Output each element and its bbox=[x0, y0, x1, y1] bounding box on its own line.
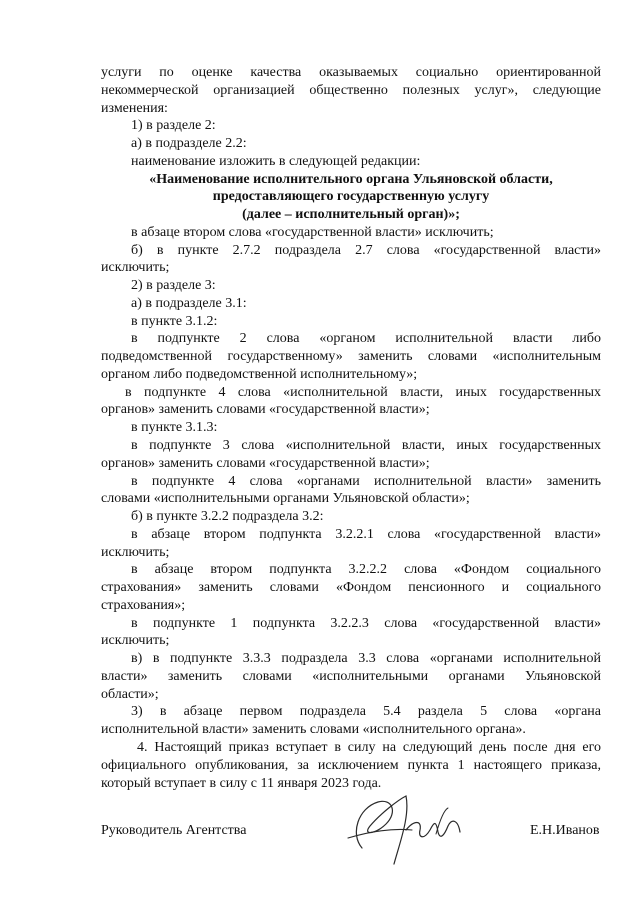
text-line: в подпункте 2 слова «органом исполнительной власти либо bbox=[131, 331, 601, 346]
text-line: а) в подразделе 2.2: bbox=[131, 136, 247, 151]
text-line: исключить; bbox=[101, 260, 170, 275]
text-line: исключить; bbox=[101, 633, 170, 648]
signatory-name: Е.Н.Иванов bbox=[530, 823, 600, 838]
text-line: в пункте 3.1.2: bbox=[131, 314, 218, 329]
text-line: исключить; bbox=[101, 545, 170, 560]
handwritten-signature bbox=[340, 790, 470, 870]
text-line: органов» заменить словами «государственной власти»; bbox=[101, 402, 430, 417]
text-line: в подпункте 1 подпункта 3.2.2.3 слова «государственной власти» bbox=[131, 616, 601, 631]
text-line: 3) в абзаце первом подраздела 5.4 раздела 5 слова «органа bbox=[131, 704, 601, 719]
text-line: власти» заменить словами «исполнительными органами Ульяновской bbox=[101, 669, 601, 684]
text-line: органом либо подведомственной исполнительному»; bbox=[101, 367, 418, 382]
text-line: 2) в разделе 3: bbox=[131, 278, 216, 293]
text-line: 1) в разделе 2: bbox=[131, 118, 216, 133]
signatory-position: Руководитель Агентства bbox=[101, 823, 247, 838]
text-line: а) в подразделе 3.1: bbox=[131, 296, 247, 311]
text-line: исполнительной власти» заменить словами «исполнительного органа». bbox=[101, 722, 526, 737]
text-line: в абзаце втором подпункта 3.2.2.2 слова «Фондом социального bbox=[131, 562, 601, 577]
text-line: органов» заменить словами «государственной власти»; bbox=[101, 456, 430, 471]
text-line: наименование изложить в следующей редакции: bbox=[131, 154, 421, 169]
heading-line: предоставляющего государственную услугу bbox=[212, 189, 490, 204]
text-line: области»; bbox=[101, 687, 159, 702]
text-line: б) в пункте 2.7.2 подраздела 2.7 слова «государственной власти» bbox=[131, 243, 601, 258]
text-line: страхования»; bbox=[101, 598, 186, 613]
text-line: изменения: bbox=[101, 101, 168, 116]
text-line: услуги по оценке качества оказываемых социально ориентированной bbox=[101, 65, 601, 80]
text-line: в подпункте 4 слова «органами исполнительной власти» заменить bbox=[131, 474, 601, 489]
text-line: страхования» заменить словами «Фондом пенсионного и социального bbox=[101, 580, 601, 595]
text-line: в абзаце втором слова «государственной власти» исключить; bbox=[131, 225, 494, 240]
text-line: в подпункте 4 слова «исполнительной власти, иных государственных bbox=[125, 385, 601, 400]
text-line: в пункте 3.1.3: bbox=[131, 420, 218, 435]
text-line: который вступает в силу с 11 января 2023 года. bbox=[101, 776, 382, 791]
text-line: в абзаце втором подпункта 3.2.2.1 слова «государственной власти» bbox=[131, 527, 601, 542]
text-line: подведомственной государственному» заменить словами «исполнительным bbox=[101, 349, 601, 364]
text-line: некоммерческой организацией общественно полезных услуг», следующие bbox=[101, 83, 601, 98]
text-line: официального опубликования, за исключением пункта 1 настоящего приказа, bbox=[101, 758, 601, 773]
heading-line: (далее – исполнительный орган)»; bbox=[242, 207, 460, 222]
text-line: б) в пункте 3.2.2 подраздела 3.2: bbox=[131, 509, 324, 524]
text-line: словами «исполнительными органами Ульяновской области»; bbox=[101, 491, 470, 506]
text-line: в) в подпункте 3.3.3 подраздела 3.3 слова «органами исполнительной bbox=[131, 651, 601, 666]
text-line: в подпункте 3 слова «исполнительной власти, иных государственных bbox=[131, 438, 601, 453]
text-line: 4. Настоящий приказ вступает в силу на следующий день после дня его bbox=[137, 740, 601, 755]
heading-line: «Наименование исполнительного органа Ульяновской области, bbox=[149, 172, 553, 187]
